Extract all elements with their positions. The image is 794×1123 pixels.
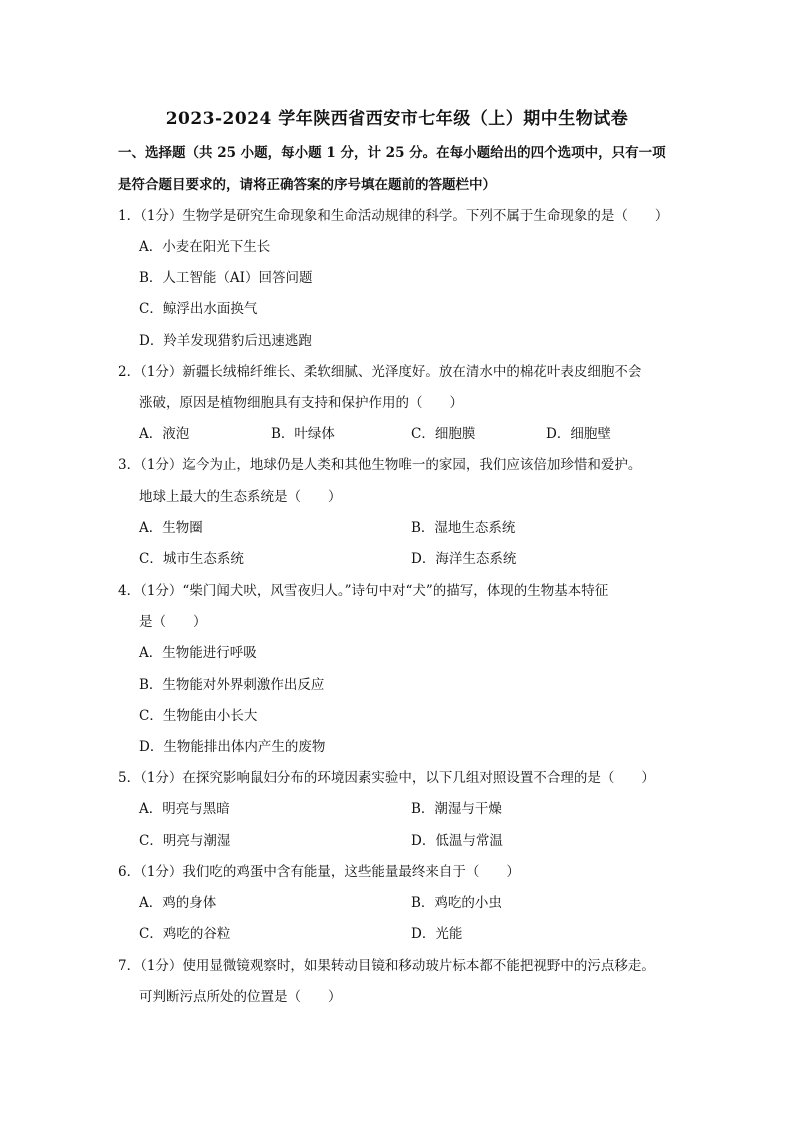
question-5-option-b: B．潮湿与干燥 xyxy=(411,801,502,817)
question-3-stem-line2: 地球上最大的生态系统是（ ） xyxy=(139,489,342,505)
question-1-option-b: B．人工智能（AI）回答问题 xyxy=(139,270,313,286)
question-3-option-b: B．湿地生态系统 xyxy=(411,520,516,536)
question-4-option-d: D．生物能排出体内产生的废物 xyxy=(139,739,326,755)
question-5-option-c: C．明亮与潮湿 xyxy=(139,833,231,849)
exam-title: 2023-2024 学年陕西省西安市七年级（上）期中生物试卷 xyxy=(165,109,629,129)
question-1-option-a: A．小麦在阳光下生长 xyxy=(139,239,271,255)
question-3-option-d: D．海洋生态系统 xyxy=(411,551,517,567)
question-4-option-c: C．生物能由小长大 xyxy=(139,708,258,724)
question-6-option-b: B．鸡吃的小虫 xyxy=(411,895,502,911)
question-5-stem: 5．（1分）在探究影响鼠妇分布的环境因素实验中，以下几组对照设置不合理的是（ ） xyxy=(118,770,655,786)
question-4-option-b: B．生物能对外界刺激作出反应 xyxy=(139,677,325,693)
question-2-option-a: A．液泡 xyxy=(139,426,190,442)
question-2-option-b: B．叶绿体 xyxy=(271,426,335,442)
question-5-option-a: A．明亮与黑暗 xyxy=(139,801,230,817)
question-6-stem: 6．（1分）我们吃的鸡蛋中含有能量，这些能量最终来自于（ ） xyxy=(118,864,520,880)
question-6-option-a: A．鸡的身体 xyxy=(139,895,217,911)
question-3-option-a: A．生物圈 xyxy=(139,520,203,536)
question-5-option-d: D．低温与常温 xyxy=(411,833,503,849)
question-1-option-d: D．羚羊发现猎豹后迅速逃跑 xyxy=(139,333,312,349)
question-3-stem-line1: 3．（1分）迄今为止，地球仍是人类和其他生物唯一的家园，我们应该倍加珍惜和爱护。 xyxy=(118,457,642,473)
question-1-stem: 1．（1分）生物学是研究生命现象和生命活动规律的科学。下列不属于生命现象的是（ ） xyxy=(118,208,669,224)
question-1-option-c: C．鲸浮出水面换气 xyxy=(139,301,258,317)
question-2-stem-line1: 2．（1分）新疆长绒棉纤维长、柔软细腻、光泽度好。放在清水中的棉花叶表皮细胞不会 xyxy=(118,364,642,380)
question-4-stem-line2: 是（ ） xyxy=(139,614,207,630)
section-instructions-line1: 一、选择题（共 25 小题，每小题 1 分，计 25 分。在每小题给出的四个选项中，只有一项 xyxy=(118,145,666,161)
question-4-option-a: A．生物能进行呼吸 xyxy=(139,645,257,661)
question-6-option-d: D．光能 xyxy=(411,926,463,942)
question-2-option-d: D．细胞壁 xyxy=(546,426,611,442)
question-2-option-c: C．细胞膜 xyxy=(411,426,476,442)
question-2-stem-line2: 涨破，原因是植物细胞具有支持和保护作用的（ ） xyxy=(139,395,463,411)
question-7-stem-line2: 可判断污点所处的位置是（ ） xyxy=(139,989,342,1005)
section-instructions-line2: 是符合题目要求的，请将正确答案的序号填在题前的答题栏中） xyxy=(118,177,496,193)
question-3-option-c: C．城市生态系统 xyxy=(139,551,244,567)
question-6-option-c: C．鸡吃的谷粒 xyxy=(139,926,231,942)
question-4-stem-line1: 4．（1分）“柴门闻犬吠，风雪夜归人。”诗句中对“犬”的描写，体现的生物基本特征 xyxy=(118,583,609,599)
question-7-stem-line1: 7．（1分）使用显微镜观察时，如果转动目镜和移动玻片标本都不能把视野中的污点移走。 xyxy=(118,958,655,974)
